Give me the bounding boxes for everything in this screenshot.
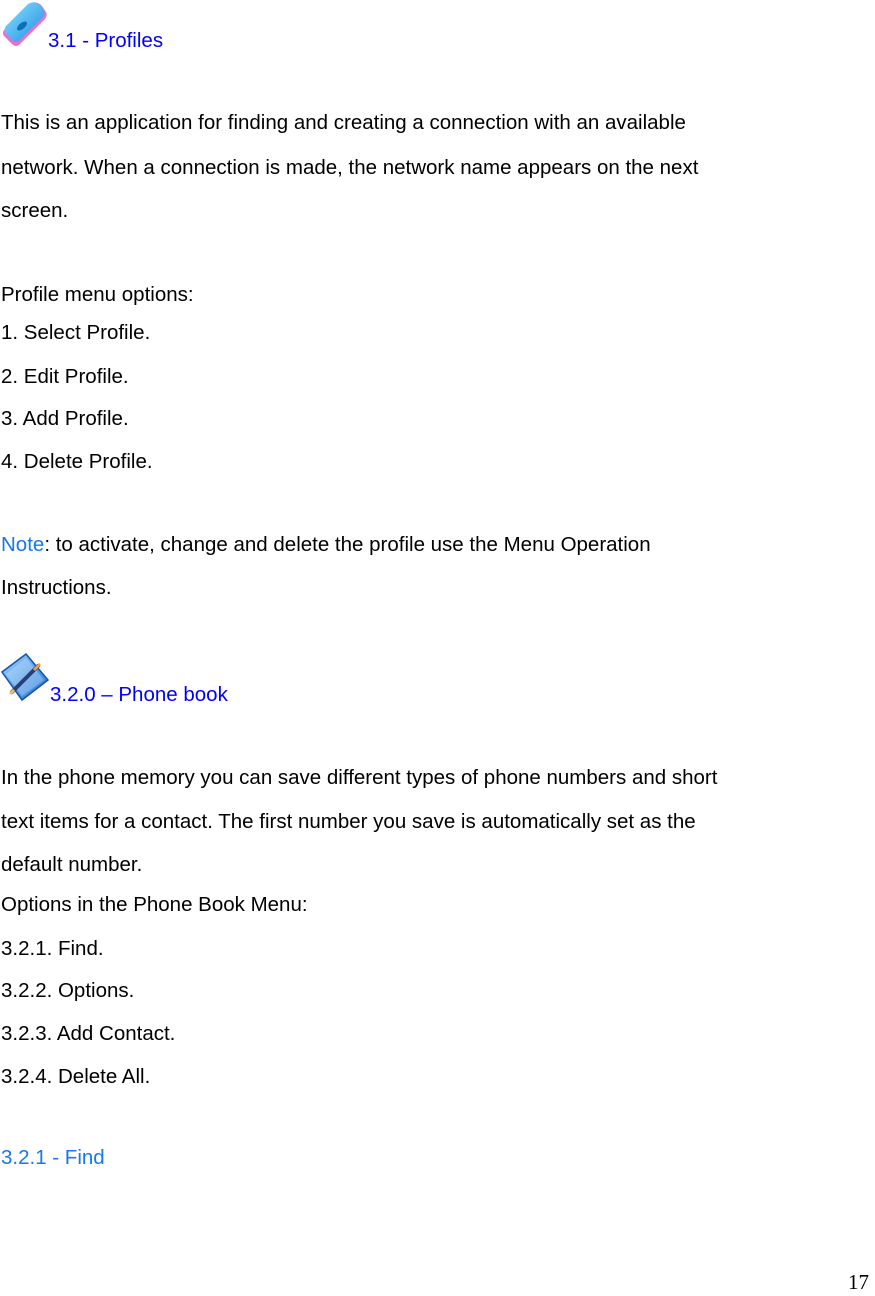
page-number: 17 — [848, 1270, 869, 1294]
list-item: 3.2.4. Delete All. — [1, 1065, 151, 1088]
menu-title: Profile menu options: — [1, 283, 194, 306]
note-text: : to activate, change and delete the profile use the Menu Operation — [44, 533, 651, 556]
list-item: 3.2.3. Add Contact. — [1, 1022, 176, 1045]
paragraph-line: This is an application for finding and creating a connection with an available — [1, 111, 686, 134]
paragraph-line: network. When a connection is made, the network name appears on the next — [1, 156, 699, 179]
pda-device-icon — [0, 0, 48, 54]
section-heading-find: 3.2.1 - Find — [1, 1146, 105, 1169]
section-heading-profiles: 3.1 - Profiles — [48, 29, 164, 52]
paragraph-line: default number. — [1, 853, 143, 876]
paragraph-line: text items for a contact. The first number you save is automatically set as the — [1, 810, 696, 833]
note-label: Note — [1, 533, 45, 556]
note-paragraph — [1, 533, 651, 557]
list-item: 1. Select Profile. — [1, 321, 151, 344]
paragraph-line: In the phone memory you can save different types of phone numbers and short — [1, 766, 718, 789]
note-paragraph-line2: Instructions. — [1, 576, 112, 599]
list-item: 4. Delete Profile. — [1, 450, 153, 473]
list-item: 3.2.2. Options. — [1, 979, 135, 1002]
menu-title: Options in the Phone Book Menu: — [1, 893, 308, 916]
address-book-icon — [0, 652, 50, 708]
list-item: 3. Add Profile. — [1, 407, 129, 430]
list-item: 2. Edit Profile. — [1, 365, 129, 388]
list-item: 3.2.1. Find. — [1, 937, 104, 960]
paragraph-line: screen. — [1, 199, 69, 222]
section-heading-phonebook: 3.2.0 – Phone book — [50, 683, 228, 706]
